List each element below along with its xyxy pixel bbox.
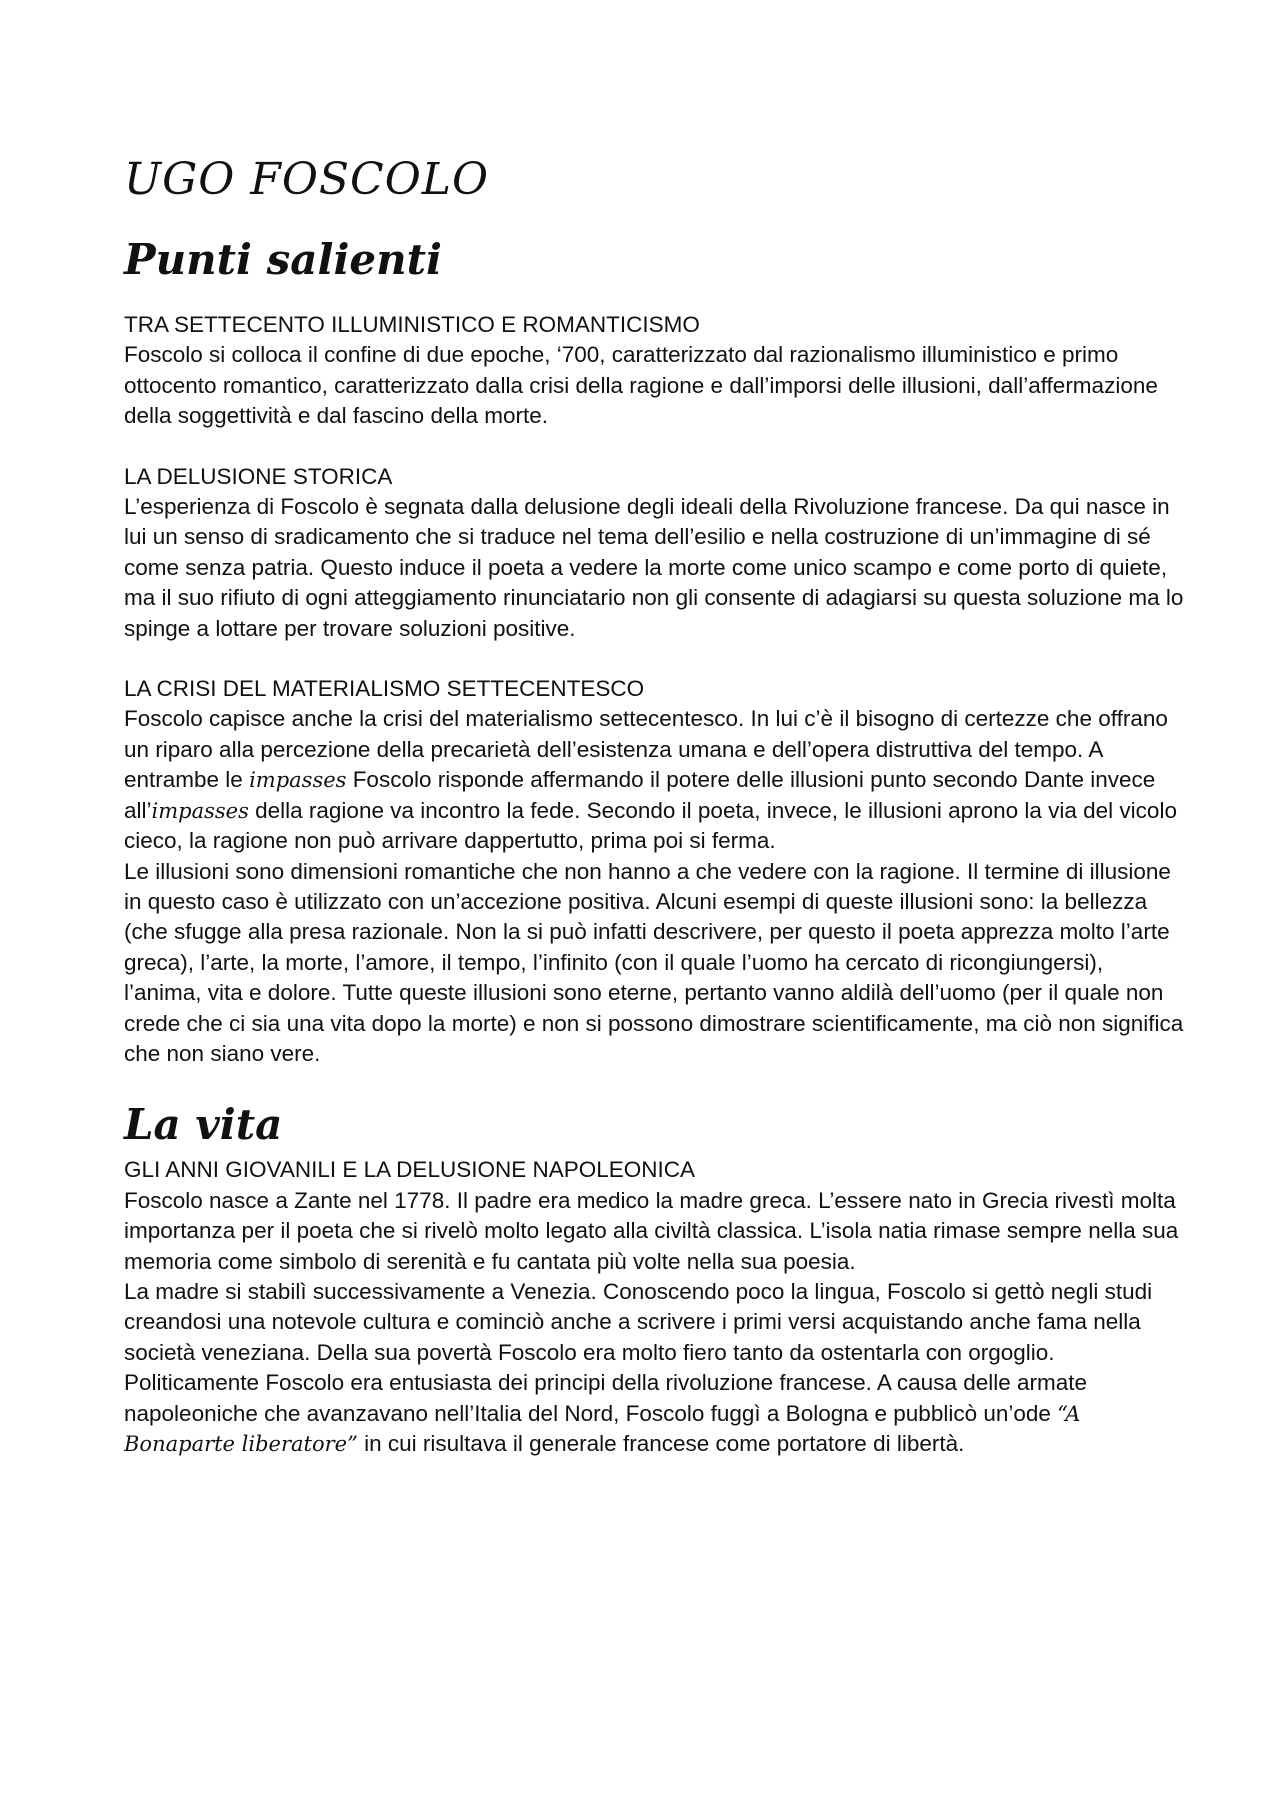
- paragraph: [124, 1368, 1184, 1459]
- block-subheading: LA CRISI DEL MATERIALISMO SETTECENTESCO: [124, 676, 645, 702]
- italic-term: impasses: [151, 798, 249, 823]
- text-run: Foscolo capisce anche la crisi del materialismo settecentesco. In lui c’è il bisogno di certezze che offrano un riparo alla percezione della precarietà dell’esistenza umana e dell’opera distruttiva del tempo. A entrambe le: [124, 706, 1168, 793]
- section-heading-punti-salienti: Punti salienti: [124, 235, 443, 284]
- italic-term: impasses: [249, 768, 347, 793]
- paragraph: [124, 704, 1184, 856]
- document-page: [124, 150, 1184, 1459]
- block-subheading: TRA SETTECENTO ILLUMINISTICO E ROMANTICISMO: [124, 312, 700, 337]
- paragraph: Foscolo nasce a Zante nel 1778. Il padre era medico la madre greca. L’essere nato in Grecia rivestì molta importanza per il poeta che si rivelò molto legato alla civiltà classica. L’isola natia rimase sempre nella sua memoria come simbolo di serenità e fu cantata più volte nella sua poesia.: [124, 1187, 1179, 1274]
- block-subheading: GLI ANNI GIOVANILI E LA DELUSIONE NAPOLEONICA: [124, 1157, 696, 1183]
- paragraph: Le illusioni sono dimensioni romantiche che non hanno a che vedere con la ragione. Il termine di illusione in questo caso è utilizzato con un’accezione positiva. Alcuni esempi di queste illusioni sono: la bellezza (che sfugge alla presa razionale. Non la si può infatti descrivere, per questo il poeta apprezza molto l’arte greca), l’arte, la morte, l’amore, il tempo, l’infinito (con il quale l’uomo ha cercato di ricongiungersi), l’anima, vita e dolore. Tutte queste illusioni sono eterne, pertanto vanno aldilà dell’uomo (per il quale non crede che ci sia una vita dopo la morte) e non si possono dimostrare scientificamente, ma ciò non significa che non siano vere.: [124, 858, 1184, 1066]
- section-block-crisi-materialismo: [124, 674, 1184, 1069]
- paragraph: L’esperienza di Foscolo è segnata dalla delusione degli ideali della Rivoluzione francese. Da qui nasce in lui un senso di sradicamento che si traduce nel tema dell’esilio e nella costruzione di un’immagine di sé come senza patria. Questo induce il poeta a vedere la morte come unico scampo e come porto di quiete, ma il suo rifiuto di ogni atteggiamento rinunciatario non gli consente di adagiarsi su questa soluzione ma lo spinge a lottare per trovare soluzioni positive.: [124, 494, 1184, 641]
- section-block-anni-giovanili: [124, 1155, 1184, 1459]
- paragraph: La madre si stabilì successivamente a Venezia. Conoscendo poco la lingua, Foscolo si gettò negli studi creandosi una notevole cultura e cominciò anche a scrivere i primi versi acquistando anche fama nella società veneziana. Della sua povertà Foscolo era molto fiero tanto da ostentarla con orgoglio.: [124, 1278, 1153, 1365]
- text-run: della ragione va incontro la fede. Secondo il poeta, invece, le illusioni aprono la via del vicolo cieco, la ragione non può arrivare dappertutto, prima poi si ferma.: [124, 797, 1177, 854]
- text-run: in cui risultava il generale francese come portatore di libertà.: [357, 1431, 965, 1456]
- paragraph: Foscolo si colloca il confine di due epoche, ‘700, caratterizzato dal razionalismo illuministico e primo ottocento romantico, caratterizzato dalla crisi della ragione e dall’imporsi delle illusioni, dall’affermazione della soggettività e dal fascino della morte.: [124, 342, 1158, 429]
- text-run: Foscolo risponde affermando il potere delle illusioni punto secondo Dante invece all’: [124, 767, 1156, 823]
- block-subheading: LA DELUSIONE STORICA: [124, 463, 393, 489]
- section-block-delusione-storica: [124, 462, 1184, 644]
- section-block-illuminismo-romanticismo: [124, 310, 1184, 432]
- document-title: UGO FOSCOLO: [124, 154, 490, 205]
- text-run: Politicamente Foscolo era entusiasta dei principi della rivoluzione francese. A causa delle armate napoleoniche che avanzavano nell’Italia del Nord, Foscolo fuggì a Bologna e pubblicò un’ode: [124, 1370, 1088, 1426]
- section-heading-la-vita: La vita: [124, 1100, 283, 1150]
- italic-title: “A Bonaparte liberatore”: [124, 1401, 1081, 1456]
